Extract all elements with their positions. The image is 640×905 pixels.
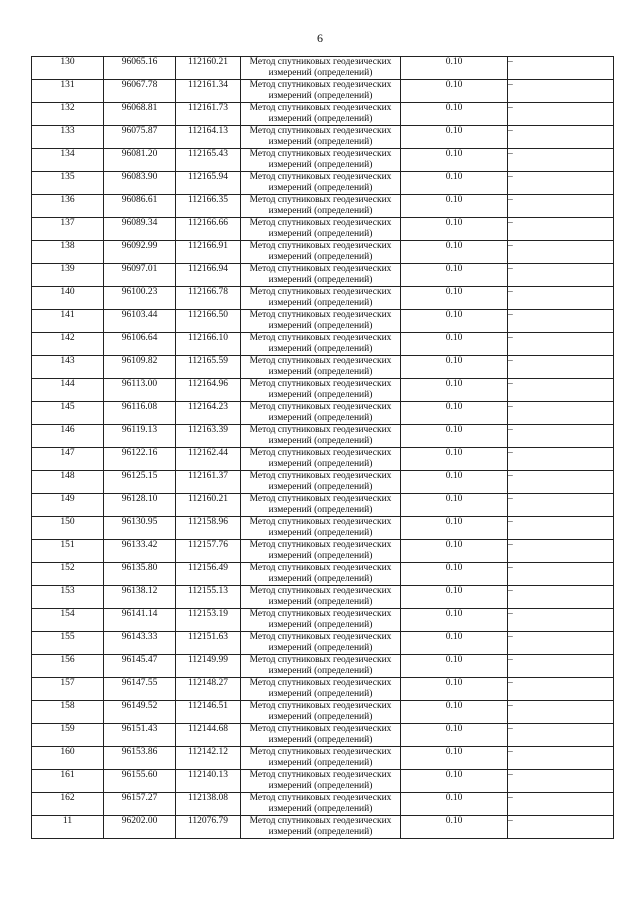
note-cell: – [508, 816, 614, 839]
x-coordinate-cell: 96153.86 [104, 747, 176, 770]
y-coordinate-cell: 112156.49 [176, 563, 241, 586]
table-row [32, 563, 614, 586]
x-coordinate-cell: 96130.95 [104, 517, 176, 540]
method-cell: Метод спутниковых геодезических измерений (определений) [241, 195, 401, 218]
note-cell: – [508, 609, 614, 632]
point-number-cell: 150 [32, 517, 104, 540]
x-coordinate-cell: 96128.10 [104, 494, 176, 517]
accuracy-cell: 0.10 [401, 264, 508, 287]
note-cell: – [508, 264, 614, 287]
y-coordinate-cell: 112076.79 [176, 816, 241, 839]
y-coordinate-cell: 112157.76 [176, 540, 241, 563]
y-coordinate-cell: 112164.23 [176, 402, 241, 425]
note-cell: – [508, 80, 614, 103]
note-cell: – [508, 379, 614, 402]
table-row [32, 816, 614, 839]
point-number-cell: 134 [32, 149, 104, 172]
note-cell: – [508, 701, 614, 724]
table-row [32, 103, 614, 126]
table-row [32, 586, 614, 609]
accuracy-cell: 0.10 [401, 379, 508, 402]
x-coordinate-cell: 96155.60 [104, 770, 176, 793]
table-row [32, 356, 614, 379]
note-cell: – [508, 126, 614, 149]
x-coordinate-cell: 96075.87 [104, 126, 176, 149]
table-row [32, 149, 614, 172]
note-cell: – [508, 770, 614, 793]
point-number-cell: 156 [32, 655, 104, 678]
note-cell: – [508, 494, 614, 517]
x-coordinate-cell: 96119.13 [104, 425, 176, 448]
y-coordinate-cell: 112164.96 [176, 379, 241, 402]
table-row [32, 448, 614, 471]
method-cell: Метод спутниковых геодезических измерений (определений) [241, 517, 401, 540]
point-number-cell: 133 [32, 126, 104, 149]
note-cell: – [508, 586, 614, 609]
table-row [32, 494, 614, 517]
accuracy-cell: 0.10 [401, 195, 508, 218]
point-number-cell: 159 [32, 724, 104, 747]
method-cell: Метод спутниковых геодезических измерений (определений) [241, 632, 401, 655]
note-cell: – [508, 678, 614, 701]
y-coordinate-cell: 112164.13 [176, 126, 241, 149]
x-coordinate-cell: 96143.33 [104, 632, 176, 655]
point-number-cell: 130 [32, 57, 104, 80]
method-cell: Метод спутниковых геодезических измерений (определений) [241, 287, 401, 310]
y-coordinate-cell: 112153.19 [176, 609, 241, 632]
accuracy-cell: 0.10 [401, 333, 508, 356]
method-cell: Метод спутниковых геодезических измерений (определений) [241, 724, 401, 747]
accuracy-cell: 0.10 [401, 126, 508, 149]
x-coordinate-cell: 96157.27 [104, 793, 176, 816]
note-cell: – [508, 517, 614, 540]
point-number-cell: 151 [32, 540, 104, 563]
y-coordinate-cell: 112166.50 [176, 310, 241, 333]
y-coordinate-cell: 112161.37 [176, 471, 241, 494]
y-coordinate-cell: 112166.66 [176, 218, 241, 241]
accuracy-cell: 0.10 [401, 724, 508, 747]
point-number-cell: 155 [32, 632, 104, 655]
y-coordinate-cell: 112142.12 [176, 747, 241, 770]
note-cell: – [508, 172, 614, 195]
accuracy-cell: 0.10 [401, 149, 508, 172]
x-coordinate-cell: 96097.01 [104, 264, 176, 287]
table-row [32, 701, 614, 724]
point-number-cell: 132 [32, 103, 104, 126]
page-number: 6 [317, 31, 323, 45]
table-row [32, 126, 614, 149]
point-number-cell: 161 [32, 770, 104, 793]
y-coordinate-cell: 112166.78 [176, 287, 241, 310]
table-row [32, 471, 614, 494]
method-cell: Метод спутниковых геодезических измерений (определений) [241, 172, 401, 195]
x-coordinate-cell: 96145.47 [104, 655, 176, 678]
method-cell: Метод спутниковых геодезических измерений (определений) [241, 126, 401, 149]
point-number-cell: 148 [32, 471, 104, 494]
note-cell: – [508, 356, 614, 379]
table-row [32, 333, 614, 356]
accuracy-cell: 0.10 [401, 310, 508, 333]
y-coordinate-cell: 112158.96 [176, 517, 241, 540]
accuracy-cell: 0.10 [401, 563, 508, 586]
x-coordinate-cell: 96086.61 [104, 195, 176, 218]
table-row [32, 678, 614, 701]
point-number-cell: 149 [32, 494, 104, 517]
point-number-cell: 145 [32, 402, 104, 425]
y-coordinate-cell: 112165.94 [176, 172, 241, 195]
point-number-cell: 135 [32, 172, 104, 195]
point-number-cell: 141 [32, 310, 104, 333]
note-cell: – [508, 793, 614, 816]
method-cell: Метод спутниковых геодезических измерений (определений) [241, 379, 401, 402]
point-number-cell: 153 [32, 586, 104, 609]
point-number-cell: 136 [32, 195, 104, 218]
accuracy-cell: 0.10 [401, 517, 508, 540]
note-cell: – [508, 103, 614, 126]
y-coordinate-cell: 112146.51 [176, 701, 241, 724]
y-coordinate-cell: 112149.99 [176, 655, 241, 678]
table-row [32, 57, 614, 80]
accuracy-cell: 0.10 [401, 80, 508, 103]
y-coordinate-cell: 112140.13 [176, 770, 241, 793]
point-number-cell: 158 [32, 701, 104, 724]
table-row [32, 264, 614, 287]
note-cell: – [508, 310, 614, 333]
coordinates-table-body [32, 57, 614, 839]
y-coordinate-cell: 112155.13 [176, 586, 241, 609]
point-number-cell: 139 [32, 264, 104, 287]
x-coordinate-cell: 96133.42 [104, 540, 176, 563]
method-cell: Метод спутниковых геодезических измерений (определений) [241, 563, 401, 586]
note-cell: – [508, 563, 614, 586]
method-cell: Метод спутниковых геодезических измерений (определений) [241, 678, 401, 701]
x-coordinate-cell: 96149.52 [104, 701, 176, 724]
point-number-cell: 146 [32, 425, 104, 448]
y-coordinate-cell: 112151.63 [176, 632, 241, 655]
accuracy-cell: 0.10 [401, 241, 508, 264]
note-cell: – [508, 655, 614, 678]
method-cell: Метод спутниковых геодезических измерений (определений) [241, 241, 401, 264]
point-number-cell: 152 [32, 563, 104, 586]
x-coordinate-cell: 96135.80 [104, 563, 176, 586]
y-coordinate-cell: 112166.91 [176, 241, 241, 264]
table-row [32, 770, 614, 793]
accuracy-cell: 0.10 [401, 609, 508, 632]
point-number-cell: 11 [32, 816, 104, 839]
method-cell: Метод спутниковых геодезических измерений (определений) [241, 57, 401, 80]
x-coordinate-cell: 96141.14 [104, 609, 176, 632]
x-coordinate-cell: 96116.08 [104, 402, 176, 425]
note-cell: – [508, 149, 614, 172]
x-coordinate-cell: 96106.64 [104, 333, 176, 356]
accuracy-cell: 0.10 [401, 586, 508, 609]
note-cell: – [508, 448, 614, 471]
x-coordinate-cell: 96100.23 [104, 287, 176, 310]
method-cell: Метод спутниковых геодезических измерений (определений) [241, 655, 401, 678]
accuracy-cell: 0.10 [401, 494, 508, 517]
method-cell: Метод спутниковых геодезических измерений (определений) [241, 103, 401, 126]
method-cell: Метод спутниковых геодезических измерений (определений) [241, 816, 401, 839]
accuracy-cell: 0.10 [401, 103, 508, 126]
method-cell: Метод спутниковых геодезических измерений (определений) [241, 609, 401, 632]
accuracy-cell: 0.10 [401, 57, 508, 80]
y-coordinate-cell: 112166.94 [176, 264, 241, 287]
point-number-cell: 138 [32, 241, 104, 264]
table-row [32, 80, 614, 103]
method-cell: Метод спутниковых геодезических измерений (определений) [241, 333, 401, 356]
point-number-cell: 137 [32, 218, 104, 241]
method-cell: Метод спутниковых геодезических измерений (определений) [241, 747, 401, 770]
accuracy-cell: 0.10 [401, 540, 508, 563]
note-cell: – [508, 241, 614, 264]
accuracy-cell: 0.10 [401, 356, 508, 379]
x-coordinate-cell: 96151.43 [104, 724, 176, 747]
method-cell: Метод спутниковых геодезических измерений (определений) [241, 218, 401, 241]
x-coordinate-cell: 96065.16 [104, 57, 176, 80]
method-cell: Метод спутниковых геодезических измерений (определений) [241, 586, 401, 609]
point-number-cell: 154 [32, 609, 104, 632]
table-row [32, 724, 614, 747]
table-row [32, 540, 614, 563]
method-cell: Метод спутниковых геодезических измерений (определений) [241, 310, 401, 333]
coordinates-table [31, 56, 614, 839]
x-coordinate-cell: 96092.99 [104, 241, 176, 264]
accuracy-cell: 0.10 [401, 655, 508, 678]
y-coordinate-cell: 112161.34 [176, 80, 241, 103]
table-row [32, 310, 614, 333]
y-coordinate-cell: 112166.10 [176, 333, 241, 356]
point-number-cell: 142 [32, 333, 104, 356]
method-cell: Метод спутниковых геодезических измерений (определений) [241, 701, 401, 724]
accuracy-cell: 0.10 [401, 218, 508, 241]
y-coordinate-cell: 112163.39 [176, 425, 241, 448]
x-coordinate-cell: 96081.20 [104, 149, 176, 172]
accuracy-cell: 0.10 [401, 793, 508, 816]
note-cell: – [508, 747, 614, 770]
method-cell: Метод спутниковых геодезических измерений (определений) [241, 264, 401, 287]
x-coordinate-cell: 96125.15 [104, 471, 176, 494]
note-cell: – [508, 540, 614, 563]
method-cell: Метод спутниковых геодезических измерений (определений) [241, 793, 401, 816]
accuracy-cell: 0.10 [401, 402, 508, 425]
point-number-cell: 157 [32, 678, 104, 701]
method-cell: Метод спутниковых геодезических измерений (определений) [241, 402, 401, 425]
table-row [32, 632, 614, 655]
y-coordinate-cell: 112165.59 [176, 356, 241, 379]
method-cell: Метод спутниковых геодезических измерений (определений) [241, 356, 401, 379]
y-coordinate-cell: 112144.68 [176, 724, 241, 747]
y-coordinate-cell: 112160.21 [176, 57, 241, 80]
table-row [32, 379, 614, 402]
method-cell: Метод спутниковых геодезических измерений (определений) [241, 448, 401, 471]
y-coordinate-cell: 112166.35 [176, 195, 241, 218]
table-row [32, 425, 614, 448]
accuracy-cell: 0.10 [401, 770, 508, 793]
table-row [32, 793, 614, 816]
method-cell: Метод спутниковых геодезических измерений (определений) [241, 149, 401, 172]
table-row [32, 402, 614, 425]
note-cell: – [508, 425, 614, 448]
x-coordinate-cell: 96202.00 [104, 816, 176, 839]
y-coordinate-cell: 112138.08 [176, 793, 241, 816]
table-row [32, 517, 614, 540]
y-coordinate-cell: 112165.43 [176, 149, 241, 172]
accuracy-cell: 0.10 [401, 172, 508, 195]
note-cell: – [508, 724, 614, 747]
note-cell: – [508, 57, 614, 80]
point-number-cell: 162 [32, 793, 104, 816]
accuracy-cell: 0.10 [401, 448, 508, 471]
y-coordinate-cell: 112162.44 [176, 448, 241, 471]
method-cell: Метод спутниковых геодезических измерений (определений) [241, 80, 401, 103]
x-coordinate-cell: 96122.16 [104, 448, 176, 471]
accuracy-cell: 0.10 [401, 816, 508, 839]
point-number-cell: 147 [32, 448, 104, 471]
x-coordinate-cell: 96109.82 [104, 356, 176, 379]
x-coordinate-cell: 96083.90 [104, 172, 176, 195]
table-row [32, 747, 614, 770]
note-cell: – [508, 287, 614, 310]
accuracy-cell: 0.10 [401, 678, 508, 701]
table-row [32, 241, 614, 264]
y-coordinate-cell: 112148.27 [176, 678, 241, 701]
method-cell: Метод спутниковых геодезических измерений (определений) [241, 540, 401, 563]
table-row [32, 218, 614, 241]
table-row [32, 195, 614, 218]
x-coordinate-cell: 96147.55 [104, 678, 176, 701]
accuracy-cell: 0.10 [401, 747, 508, 770]
y-coordinate-cell: 112161.73 [176, 103, 241, 126]
y-coordinate-cell: 112160.21 [176, 494, 241, 517]
accuracy-cell: 0.10 [401, 701, 508, 724]
x-coordinate-cell: 96068.81 [104, 103, 176, 126]
x-coordinate-cell: 96103.44 [104, 310, 176, 333]
note-cell: – [508, 471, 614, 494]
point-number-cell: 144 [32, 379, 104, 402]
table-row [32, 609, 614, 632]
method-cell: Метод спутниковых геодезических измерений (определений) [241, 494, 401, 517]
method-cell: Метод спутниковых геодезических измерений (определений) [241, 425, 401, 448]
table-row [32, 287, 614, 310]
point-number-cell: 160 [32, 747, 104, 770]
method-cell: Метод спутниковых геодезических измерений (определений) [241, 770, 401, 793]
table-row [32, 172, 614, 195]
point-number-cell: 131 [32, 80, 104, 103]
x-coordinate-cell: 96113.00 [104, 379, 176, 402]
x-coordinate-cell: 96138.12 [104, 586, 176, 609]
note-cell: – [508, 632, 614, 655]
point-number-cell: 140 [32, 287, 104, 310]
note-cell: – [508, 195, 614, 218]
point-number-cell: 143 [32, 356, 104, 379]
accuracy-cell: 0.10 [401, 287, 508, 310]
accuracy-cell: 0.10 [401, 471, 508, 494]
note-cell: – [508, 218, 614, 241]
table-row [32, 655, 614, 678]
note-cell: – [508, 402, 614, 425]
x-coordinate-cell: 96067.78 [104, 80, 176, 103]
accuracy-cell: 0.10 [401, 425, 508, 448]
method-cell: Метод спутниковых геодезических измерений (определений) [241, 471, 401, 494]
x-coordinate-cell: 96089.34 [104, 218, 176, 241]
note-cell: – [508, 333, 614, 356]
accuracy-cell: 0.10 [401, 632, 508, 655]
